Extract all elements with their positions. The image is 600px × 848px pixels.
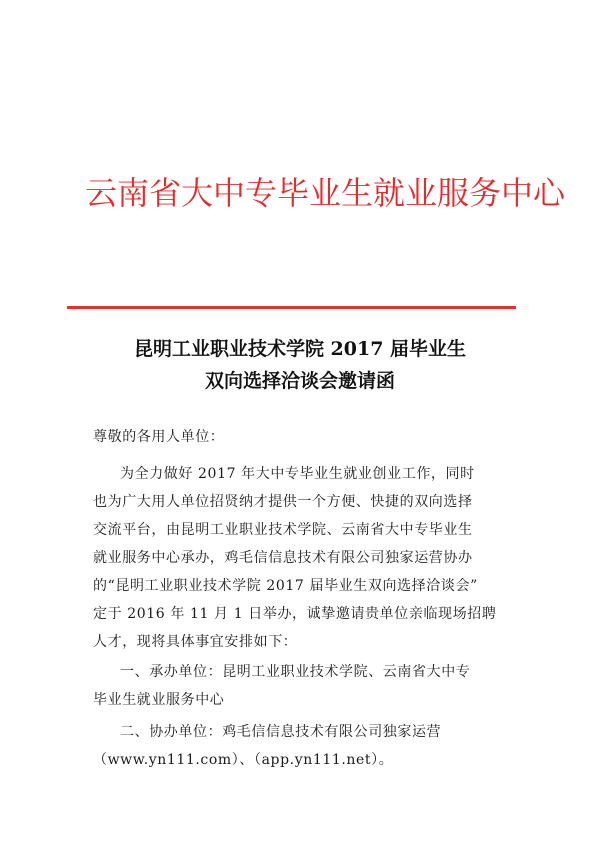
paragraph-line: 定于 2016 年 11 月 1 日举办，诚挚邀请贵单位亲临现场招聘 [93,606,497,622]
organization-letterhead-title: 云南省大中专毕业生就业服务中心 [85,174,566,212]
paragraph-line: 也为广大用人单位招贤纳才提供一个方便、快捷的双向选择 [93,494,473,510]
paragraph-line: 的“昆明工业职业技术学院 2017 届毕业生双向选择洽谈会” [93,578,478,594]
letterhead-divider [67,306,516,309]
item-line: （www.yn111.com）、（app.yn111.net）。 [93,752,394,768]
document-title-line-2: 双向选择洽谈会邀请函 [204,370,395,392]
paragraph-line: 交流平台，由昆明工业职业技术学院、云南省大中专毕业生 [93,522,473,538]
document-title-line-1: 昆明工业职业技术学院 2017 届毕业生 [133,338,467,360]
paragraph-line: 为全力做好 2017 年大中专毕业生就业创业工作，同时 [120,466,475,482]
item-line: 二、协办单位：鸡毛信信息技术有限公司独家运营 [120,724,442,740]
item-line: 一、承办单位：昆明工业职业技术学院、云南省大中专 [120,664,471,680]
salutation: 尊敬的各用人单位： [93,429,225,445]
paragraph-line: 人才，现将具体事宜安排如下： [93,634,298,650]
paragraph-line: 就业服务中心承办，鸡毛信信息技术有限公司独家运营协办 [93,550,473,566]
item-line: 毕业生就业服务中心 [93,692,225,708]
